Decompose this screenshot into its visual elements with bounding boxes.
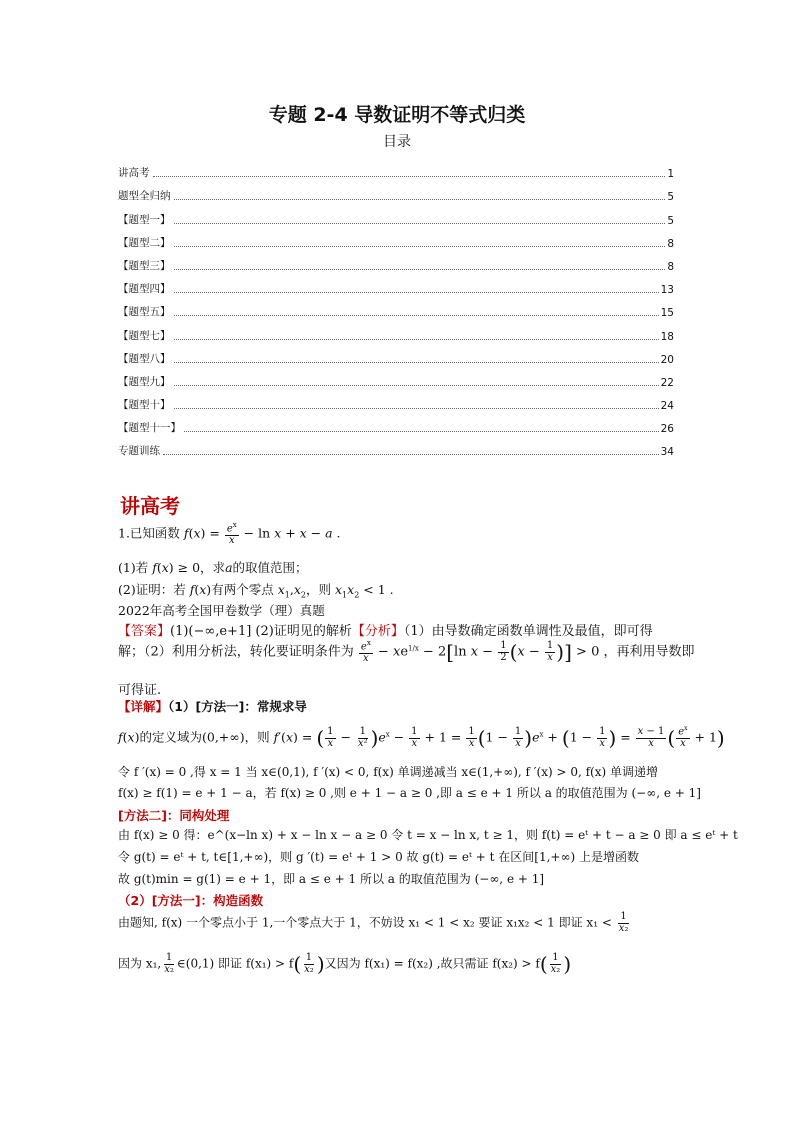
toc-heading: 目录: [383, 134, 411, 150]
toc-entry[interactable]: [118, 203, 674, 226]
toc-leader-dots: [184, 430, 659, 432]
method-2-heading: [方法二]：同构处理: [118, 808, 230, 823]
toc-leader-dots: [163, 453, 659, 455]
toc-leader-dots: [174, 291, 659, 293]
answer-line: 【答案】(1)(−∞,e+1] (2)证明见的解析【分析】（1）由导数确定函数单调性及最值，即可得: [118, 624, 653, 639]
toc-entry[interactable]: [118, 296, 674, 319]
method-2-line-2: 令 g(t) = eᵗ + t, t∈[1,+∞)，则 g ′(t) = eᵗ + 1 > 0 故 g(t) = eᵗ + t 在区间[1,+∞) 上是增函数: [118, 850, 639, 864]
section-title: 讲高考: [120, 494, 180, 518]
toc-leader-dots: [174, 384, 659, 386]
toc-entry-label: 题型全归纳: [118, 190, 171, 203]
toc-entry-page: 22: [660, 376, 674, 389]
toc-entry-label: 专题训练: [118, 445, 160, 458]
table-of-contents: [118, 157, 674, 458]
minimum-line: f(x) ≥ f(1) = e + 1 − a，若 f(x) ≥ 0 ,则 e + 1 − a ≥ 0 ,即 a ≤ e + 1 所以 a 的取值范围为 (−∞, e + 1]: [118, 786, 701, 800]
toc-entry-page: 8: [667, 260, 674, 273]
method-2-line-3: 故 g(t)min = g(1) = e + 1，即 a ≤ e + 1 所以 a 的取值范围为 (−∞, e + 1]: [118, 872, 545, 886]
toc-entry-page: 34: [660, 446, 674, 459]
part-2-line-1: 由题知, f(x) 一个零点小于 1,一个零点大于 1，不妨设 x₁ < 1 < x₂ 要证 x₁x₂ < 1 即证 x₁ < $\frac{1}{\text{x₂}}$: [118, 911, 629, 934]
toc-leader-dots: [174, 268, 666, 270]
toc-leader-dots: [174, 222, 666, 224]
toc-entry-page: 5: [667, 191, 674, 204]
toc-entry-label: 【题型八】: [118, 352, 171, 365]
toc-entry[interactable]: [118, 319, 674, 342]
toc-leader-dots: [174, 361, 659, 363]
toc-entry[interactable]: [118, 435, 674, 458]
toc-entry-label: 【题型四】: [118, 283, 171, 296]
toc-entry-page: 24: [660, 400, 674, 413]
question-2: (2)证明：若 f(x)有两个零点 $x_1,x_2$，则 $x_1x_2 < 1$ .: [118, 582, 394, 600]
toc-entry[interactable]: [118, 412, 674, 435]
analysis-line-2: 解；（2）利用分析法，转化要证明条件为 $\frac{e^x}{x}$ − $xe^{1/x} - 2[\ln$ x − $\frac{1}{2}$ (x − $\frac{1}{x}$ )] > 0 ，再利用导数即: [118, 639, 695, 665]
monotonic-line: 令 f ′(x) = 0 ,得 x = 1 当 x∈(0,1), f ′(x) < 0, f(x) 单调递减当 x∈(1,+∞), f ′(x) > 0, f(x) 单调递增: [118, 765, 658, 779]
toc-entry[interactable]: [118, 180, 674, 203]
problem-source: 2022年高考全国甲卷数学（理）真题: [118, 603, 325, 618]
page-title: 专题 2-4 导数证明不等式归类: [268, 104, 526, 126]
analysis-line-3: 可得证.: [118, 683, 162, 698]
question-1: (1)若 f(x) ≥ 0，求a的取值范围；: [118, 560, 308, 575]
toc-entry-page: 8: [667, 237, 674, 250]
method-1-heading: 【详解】（1）[方法一]：常规求导: [118, 699, 307, 714]
toc-entry-label: 【题型二】: [118, 236, 171, 249]
toc-leader-dots: [174, 314, 659, 316]
toc-entry-label: 【题型一】: [118, 213, 171, 226]
toc-entry-label: 【题型九】: [118, 375, 171, 388]
toc-entry-page: 1: [667, 168, 674, 181]
toc-entry[interactable]: [118, 389, 674, 412]
toc-entry-label: 【题型十】: [118, 399, 171, 412]
toc-entry[interactable]: [118, 157, 674, 180]
toc-entry[interactable]: [118, 273, 674, 296]
toc-entry-page: 26: [660, 423, 674, 436]
toc-entry-label: 讲高考: [118, 167, 150, 180]
toc-leader-dots: [174, 338, 659, 340]
toc-leader-dots: [174, 245, 666, 247]
toc-entry-label: 【题型十一】: [118, 422, 181, 435]
toc-entry-page: 20: [660, 353, 674, 366]
toc-entry[interactable]: [118, 227, 674, 250]
problem-statement: 1.已知函数 f(x) = $\frac{e^x}{x}$ − ln x + x − a .: [118, 521, 341, 546]
toc-leader-dots: [174, 407, 659, 409]
part-2-heading: （2）[方法一]：构造函数: [118, 893, 264, 908]
toc-entry-page: 15: [660, 307, 674, 320]
toc-entry-label: 【题型七】: [118, 329, 171, 342]
toc-entry[interactable]: [118, 343, 674, 366]
toc-entry[interactable]: [118, 366, 674, 389]
toc-entry-page: 18: [660, 330, 674, 343]
toc-entry-page: 5: [667, 214, 674, 227]
toc-entry-label: 【题型五】: [118, 306, 171, 319]
toc-leader-dots: [153, 175, 666, 177]
toc-leader-dots: [174, 198, 666, 200]
toc-entry-page: 13: [660, 284, 674, 297]
derivative-line: f(x)的定义域为(0,+∞)，则 f′(x) = ( $\frac{1}{x}$ − $\frac{1}{\text{x²}}$ )$e^x$ − $\frac{1}{x}$ + 1 = $\frac{1}{x}$ (1 − $\frac{1}{x}$ )$e^x + (1$ − $\frac{1}{x}$ ) = $\frac{x - 1}{x}$ ( $\frac{e^x}{x}$ + 1): [118, 725, 725, 750]
toc-entry-label: 【题型三】: [118, 259, 171, 272]
toc-entry[interactable]: [118, 250, 674, 273]
method-2-line-1: 由 f(x) ≥ 0 得：e^(x−ln x) + x − ln x − a ≥ 0 令 t = x − ln x, t ≥ 1，则 f(t) = eᵗ + t − a ≥ 0 即 a ≤ eᵗ + t: [118, 828, 738, 842]
part-2-line-2: 因为 x₁, $\frac{1}{\text{x₂}}$ ∈(0,1) 即证 f(x₁) > f( $\frac{1}{\text{x₂}}$ )又因为 f(x₁) = f(x₂) ,故只需证 f(x₂) > f( $\frac{1}{\text{x₂}}$ ): [118, 952, 572, 976]
